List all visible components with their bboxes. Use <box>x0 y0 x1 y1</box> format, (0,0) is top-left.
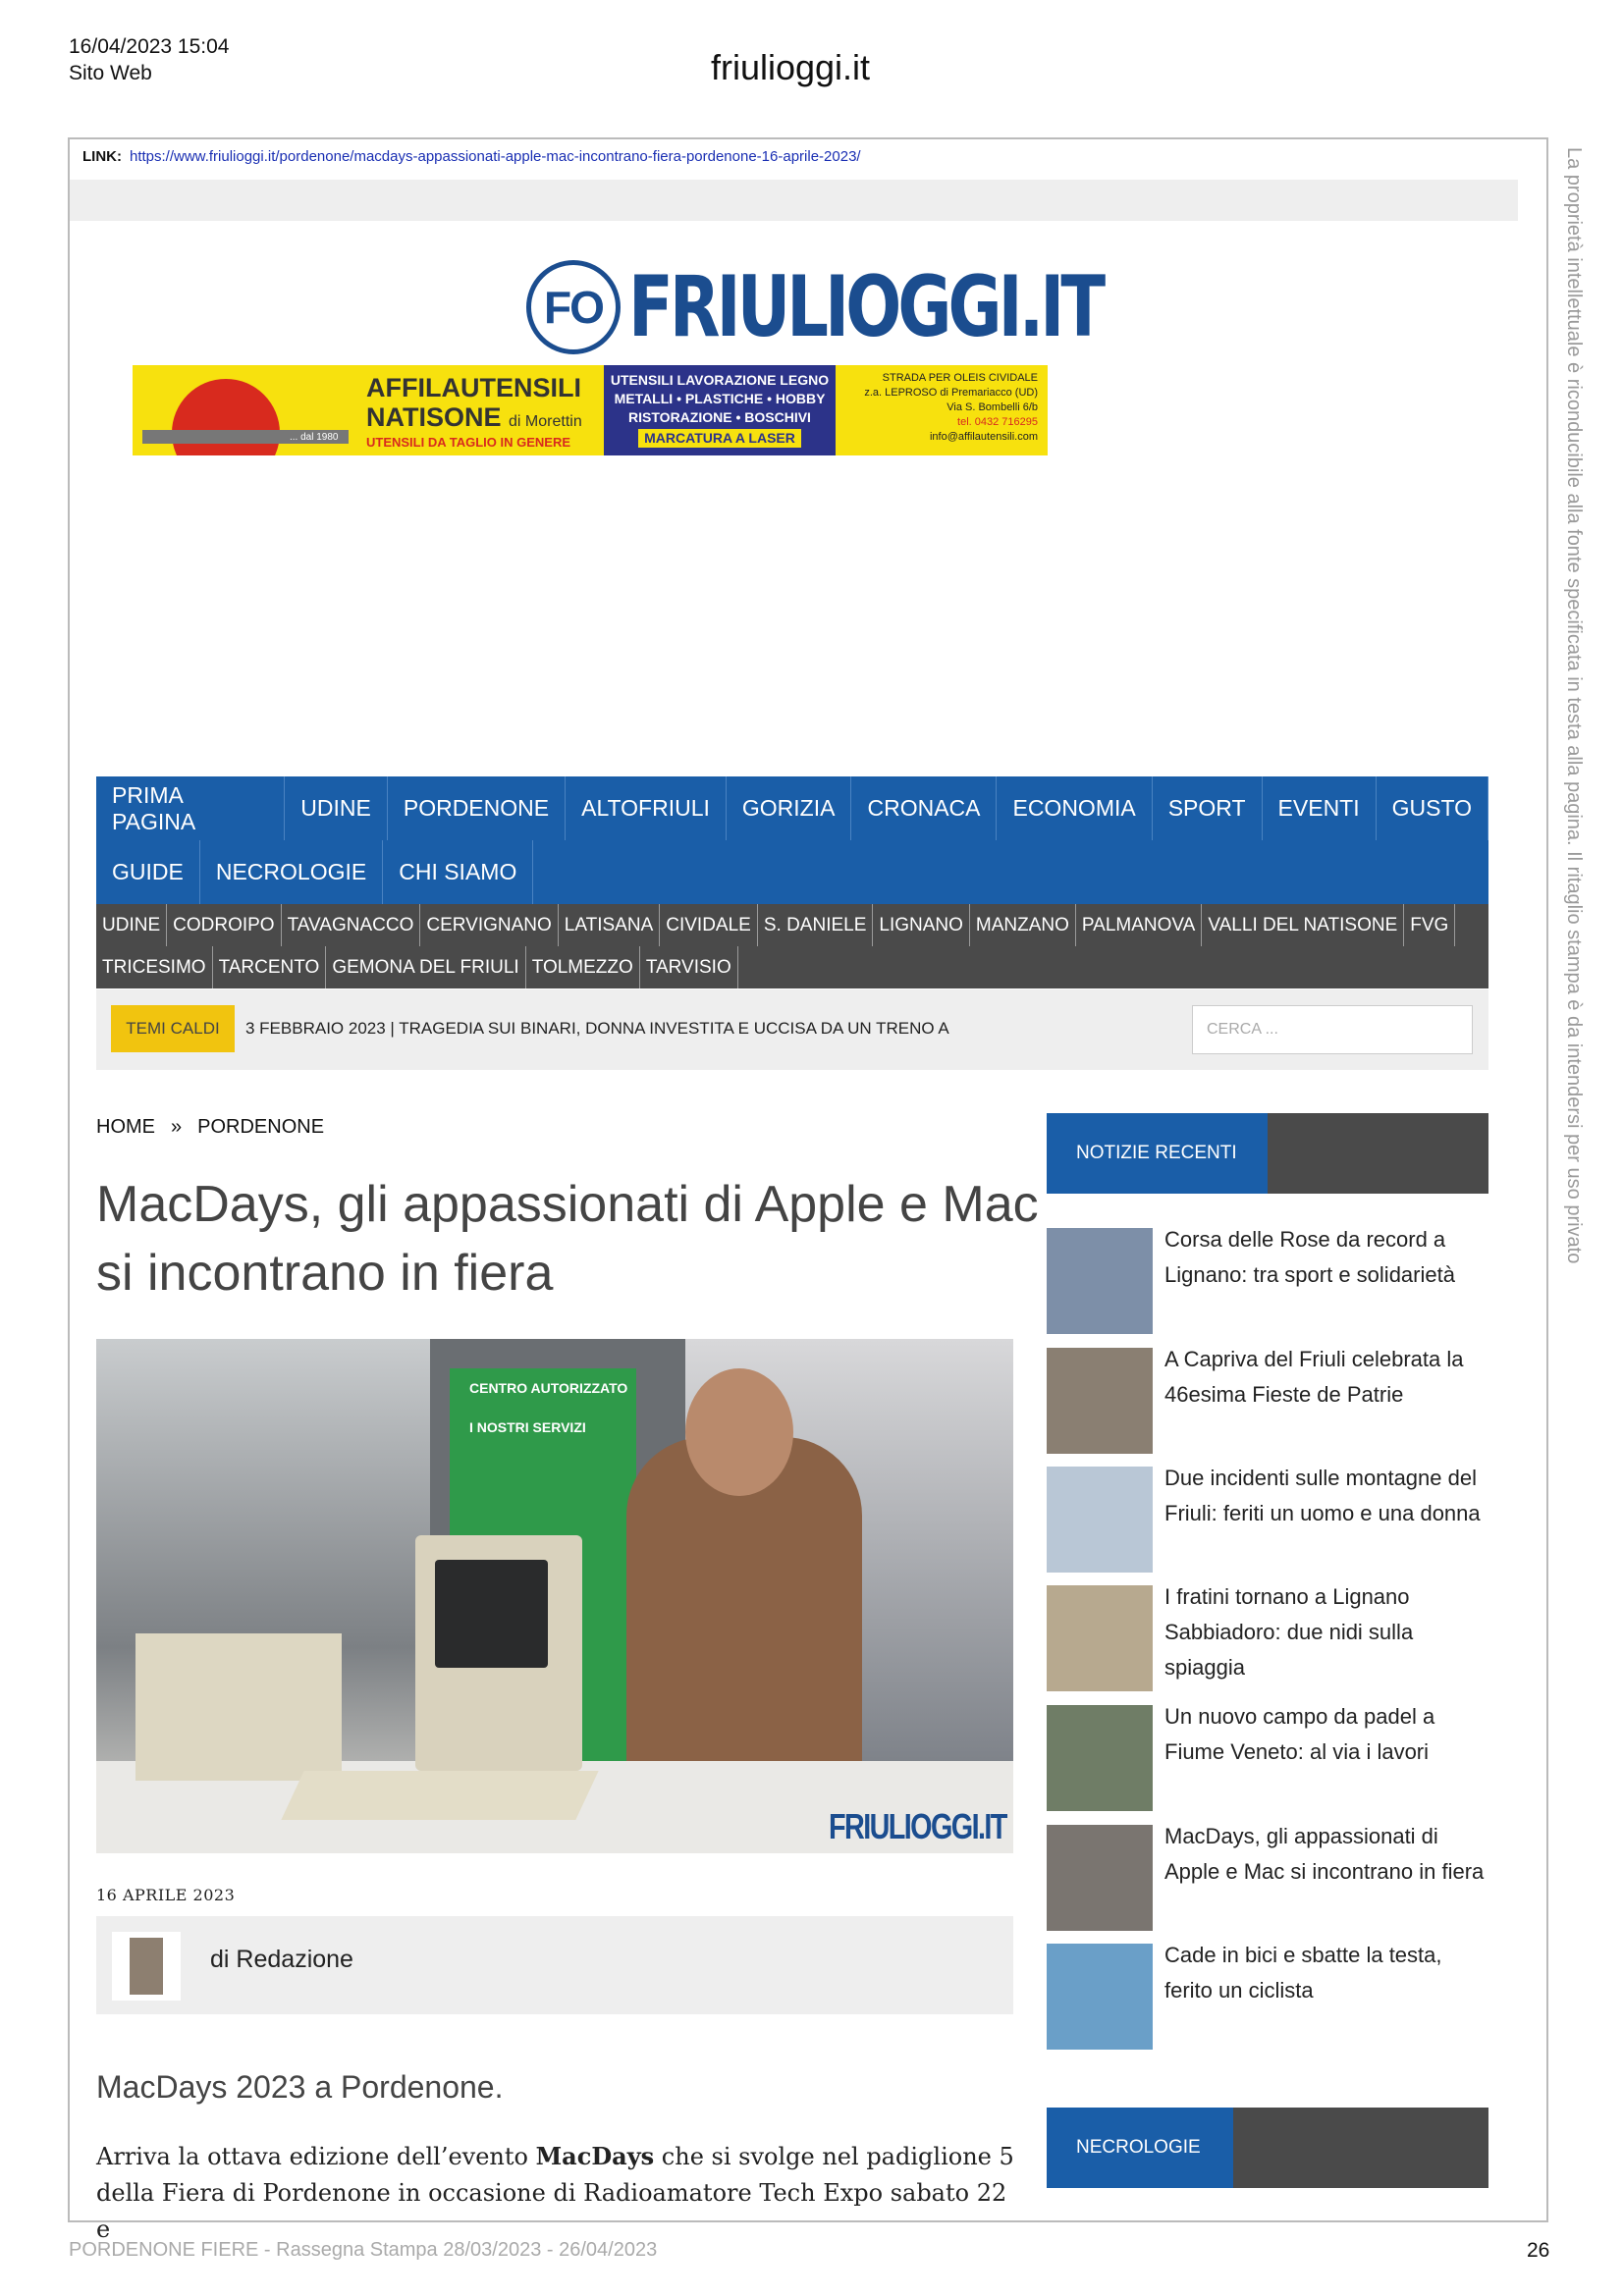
article-date: 16 APRILE 2023 <box>96 1886 236 1904</box>
hot-topic-ticker-link[interactable]: 3 FEBBRAIO 2023 | TRAGEDIA SUI BINARI, DONNA INVESTITA E UCCISA DA UN TRENO A <box>245 1019 949 1038</box>
news-thumbnail[interactable] <box>1047 1944 1153 2050</box>
body-text: che si svolge nel padiglione 5 della Fiera di Pordenone in occasione di Radioamatore Tech Expo sabato 22 e <box>96 2143 1014 2243</box>
recent-news-item[interactable] <box>1047 1348 1488 1456</box>
photo-keyboard <box>281 1771 598 1820</box>
local-nav-item-lignano[interactable]: LIGNANO <box>873 904 970 946</box>
banner-email: info@affilautensili.com <box>929 431 1038 443</box>
banner-brand-panel <box>133 365 604 455</box>
local-nav-item-manzano[interactable]: MANZANO <box>970 904 1076 946</box>
footer-press-review: PORDENONE FIERE - Rassegna Stampa 28/03/2023 - 26/04/2023 <box>69 2239 658 2261</box>
nav-item-gorizia[interactable]: GORIZIA <box>727 776 852 840</box>
copyright-side-note <box>1559 147 1587 1404</box>
author-byline <box>210 1946 353 1974</box>
nav-item-udine[interactable]: UDINE <box>285 776 388 840</box>
article-url-link[interactable]: https://www.friulioggi.it/pordenone/macdays-appassionati-apple-mac-incontrano-fiera-pordenone-16-aprile-2023/ <box>130 148 861 165</box>
local-nav-item-s-daniele[interactable]: S. DANIELE <box>758 904 874 946</box>
top-grey-strip <box>70 180 1518 221</box>
photo-sign-text <box>469 1378 627 1437</box>
main-nav-row <box>96 840 533 904</box>
advertisement-banner[interactable] <box>133 365 1048 455</box>
search-input[interactable] <box>1192 1005 1473 1054</box>
local-nav-item-codroipo[interactable]: CODROIPO <box>167 904 281 946</box>
copyright-text: La proprietà intellettuale è riconducibile alla fonte specificata in testa alla pagina. Il ritaglio stampa è da intendersi per uso privato <box>1563 147 1585 1264</box>
recent-news-header <box>1047 1113 1488 1194</box>
banner-name-line1: AFFILAUTENSILI <box>366 373 581 402</box>
main-nav-row <box>96 776 1488 840</box>
banner-name: NATISONE <box>366 402 502 432</box>
banner-tagline: UTENSILI DA TAGLIO IN GENERE <box>366 435 571 450</box>
photo-sign-line: CENTRO AUTORIZZATO <box>469 1380 628 1396</box>
photo-mac-screen <box>435 1560 548 1668</box>
local-nav-item-tricesimo[interactable]: TRICESIMO <box>96 946 213 988</box>
article-subtitle: MacDays 2023 a Pordenone. <box>96 2069 504 2105</box>
nav-item-prima-pagina[interactable]: PRIMA PAGINA <box>96 776 285 840</box>
banner-service-line: METALLI • PLASTICHE • HOBBY <box>614 391 826 406</box>
news-title-link[interactable]: Due incidenti sulle montagne del Friuli: feriti un uomo e una donna <box>1164 1466 1481 1525</box>
nav-item-altofriuli[interactable]: ALTOFRIULI <box>566 776 727 840</box>
logo-wordmark: FRIULIOGGI.IT <box>628 258 1103 356</box>
nav-item-economia[interactable]: ECONOMIA <box>997 776 1152 840</box>
local-nav-item-latisana[interactable]: LATISANA <box>559 904 660 946</box>
avatar-image <box>130 1938 163 1995</box>
local-nav-item-cervignano[interactable]: CERVIGNANO <box>420 904 558 946</box>
news-thumbnail[interactable] <box>1047 1228 1153 1334</box>
body-bold-event: MacDays <box>535 2142 655 2170</box>
banner-address-line: Via S. Bombelli 6/b <box>947 401 1038 413</box>
banner-service-line: RISTORAZIONE • BOSCHIVI <box>628 409 811 425</box>
banner-owner: di Morettin <box>509 413 582 430</box>
nav-item-guide[interactable]: GUIDE <box>96 840 200 904</box>
banner-services-panel <box>604 365 836 455</box>
banner-phone: tel. 0432 716295 <box>957 416 1038 428</box>
local-nav-item-gemona-del-friuli[interactable]: GEMONA DEL FRIULI <box>326 946 525 988</box>
breadcrumb-section-link[interactable]: PORDENONE <box>197 1116 325 1138</box>
print-datetime: 16/04/2023 15:04 <box>69 35 230 58</box>
local-nav-item-tavagnacco[interactable]: TAVAGNACCO <box>282 904 421 946</box>
recent-news-item[interactable] <box>1047 1944 1488 2052</box>
site-logo[interactable] <box>526 255 1235 359</box>
breadcrumb-home-link[interactable]: HOME <box>96 1116 155 1138</box>
article-photo[interactable] <box>96 1339 1013 1853</box>
local-nav-item-udine[interactable]: UDINE <box>96 904 167 946</box>
news-title-link[interactable]: Corsa delle Rose da record a Lignano: tra sport e solidarietà <box>1164 1227 1455 1287</box>
recent-news-title: NOTIZIE RECENTI <box>1047 1113 1268 1194</box>
local-nav-item-tarvisio[interactable]: TARVISIO <box>640 946 738 988</box>
news-title-link[interactable]: MacDays, gli appassionati di Apple e Mac si incontrano in fiera <box>1164 1824 1485 1884</box>
obituaries-header <box>1047 2108 1488 2188</box>
breadcrumb <box>96 1116 324 1139</box>
local-nav-item-tolmezzo[interactable]: TOLMEZZO <box>526 946 640 988</box>
article-title: MacDays, gli appassionati di Apple e Mac si incontrano in fiera <box>96 1176 1039 1302</box>
source-kind: Sito Web <box>69 62 152 84</box>
banner-laser-badge: MARCATURA A LASER <box>638 429 801 448</box>
nav-item-gusto[interactable]: GUSTO <box>1377 776 1488 840</box>
recent-news-item[interactable] <box>1047 1705 1488 1813</box>
recent-news-item[interactable] <box>1047 1467 1488 1575</box>
link-label: LINK: <box>82 148 122 165</box>
nav-item-sport[interactable]: SPORT <box>1153 776 1263 840</box>
news-thumbnail[interactable] <box>1047 1585 1153 1691</box>
news-title-link[interactable]: A Capriva del Friuli celebrata la 46esima Fieste de Patrie <box>1164 1347 1464 1407</box>
photo-person-head <box>685 1368 793 1496</box>
main-navigation <box>96 776 1488 904</box>
author-name-link[interactable]: Redazione <box>236 1946 353 1973</box>
local-nav-item-palmanova[interactable]: PALMANOVA <box>1076 904 1202 946</box>
body-text: Arriva la ottava edizione dell’evento <box>96 2143 536 2170</box>
author-prefix: di <box>210 1946 230 1973</box>
local-nav-row <box>96 904 1455 946</box>
page-number: 26 <box>1527 2239 1550 2262</box>
news-thumbnail[interactable] <box>1047 1705 1153 1811</box>
nav-item-necrologie[interactable]: NECROLOGIE <box>200 840 383 904</box>
photo-watermark: FRIULIOGGI.IT <box>829 1806 1006 1846</box>
news-thumbnail[interactable] <box>1047 1348 1153 1454</box>
news-title-link[interactable]: Cade in bici e sbatte la testa, ferito un ciclista <box>1164 1943 1442 2002</box>
banner-address-line: STRADA PER OLEIS CIVIDALE <box>882 372 1038 384</box>
news-thumbnail[interactable] <box>1047 1825 1153 1931</box>
obituaries-title: NECROLOGIE <box>1047 2108 1233 2188</box>
news-title-link[interactable]: I fratini tornano a Lignano Sabbiadoro: due nidi sulla spiaggia <box>1164 1584 1414 1680</box>
recent-news-item[interactable] <box>1047 1228 1488 1336</box>
local-nav-item-tarcento[interactable]: TARCENTO <box>213 946 327 988</box>
local-nav-item-fvg[interactable]: FVG <box>1404 904 1455 946</box>
nav-item-eventi[interactable]: EVENTI <box>1263 776 1377 840</box>
local-nav-item-cividale[interactable]: CIVIDALE <box>660 904 758 946</box>
nav-item-cronaca[interactable]: CRONACA <box>851 776 997 840</box>
nav-item-pordenone[interactable]: PORDENONE <box>388 776 566 840</box>
source-site-name: friulioggi.it <box>710 47 871 87</box>
local-nav-item-valli-del-natisone[interactable]: VALLI DEL NATISONE <box>1202 904 1404 946</box>
banner-service-line: UTENSILI LAVORAZIONE LEGNO <box>610 372 830 388</box>
local-navigation <box>96 904 1488 988</box>
breadcrumb-separator: » <box>171 1116 183 1138</box>
banner-name-line2 <box>366 402 582 437</box>
link-row <box>82 148 861 165</box>
banner-address-panel <box>836 365 1048 455</box>
local-nav-row <box>96 946 738 988</box>
nav-item-chi-siamo[interactable]: CHI SIAMO <box>383 840 533 904</box>
banner-address-line: z.a. LEPROSO di Premariacco (UD) <box>864 387 1038 399</box>
photo-vintage-printer <box>135 1633 342 1781</box>
photo-sign-line: I NOSTRI SERVIZI <box>469 1419 586 1435</box>
hot-topics-label: TEMI CALDI <box>111 1005 235 1052</box>
recent-news-item[interactable] <box>1047 1585 1488 1693</box>
author-avatar <box>112 1932 181 2001</box>
news-thumbnail[interactable] <box>1047 1467 1153 1573</box>
banner-since: ... dal 1980 <box>290 432 339 443</box>
article-body <box>96 2138 1019 2248</box>
saw-blade-icon <box>172 379 280 455</box>
recent-news-item[interactable] <box>1047 1825 1488 1933</box>
logo-mark: FO <box>526 260 621 354</box>
news-title-link[interactable]: Un nuovo campo da padel a Fiume Veneto: al via i lavori <box>1164 1704 1435 1764</box>
